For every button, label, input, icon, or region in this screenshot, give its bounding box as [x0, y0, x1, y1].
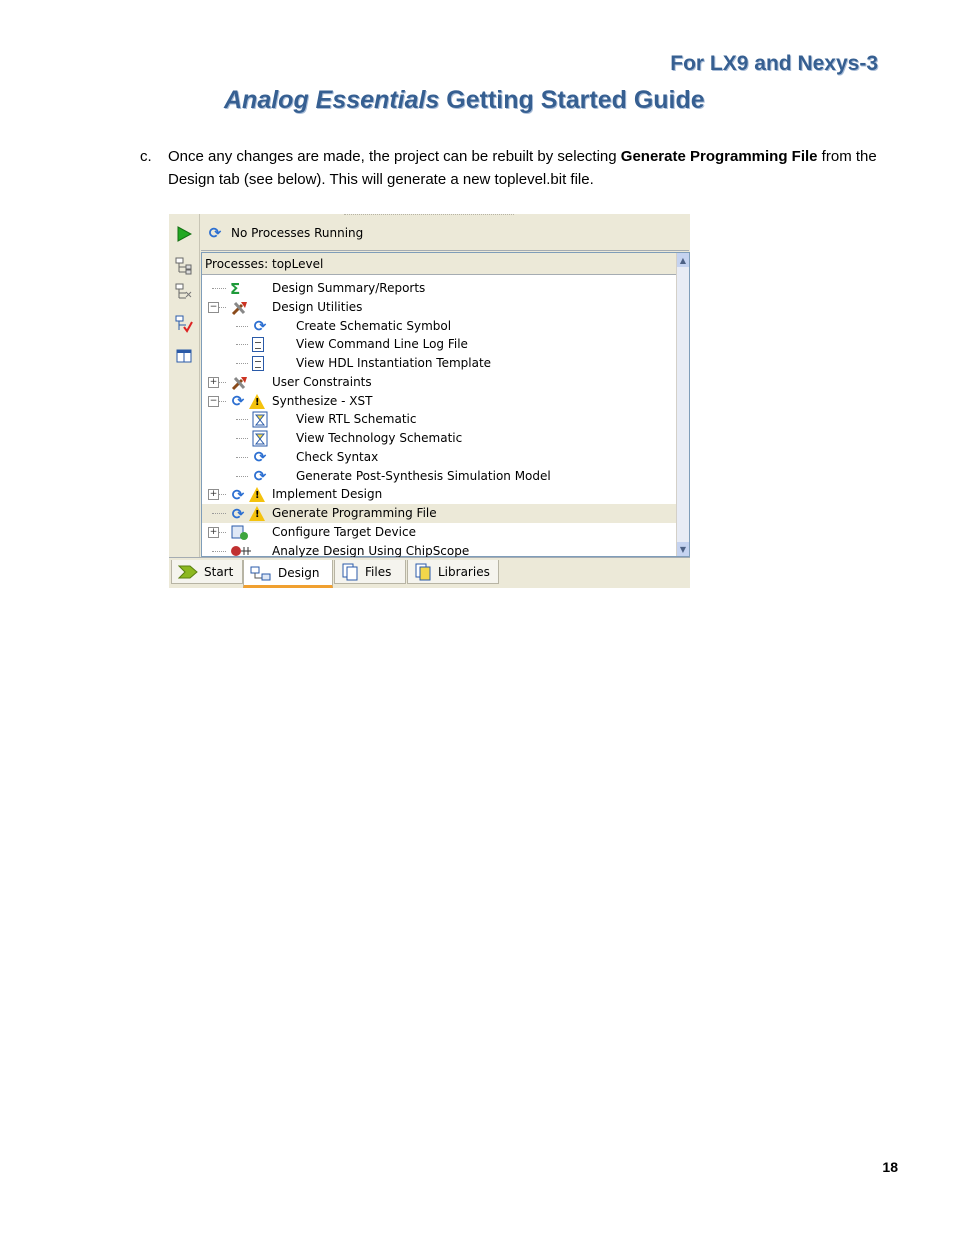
- refresh-icon: ⟳: [253, 448, 267, 467]
- refresh-icon: ⟳: [253, 467, 267, 485]
- files-icon: [341, 563, 359, 581]
- tab-label: Files: [365, 564, 392, 579]
- bottom-tab-bar: [169, 557, 690, 588]
- process-label: View Command Line Log File: [296, 337, 468, 352]
- tree-connector: [236, 363, 248, 364]
- left-toolbar: [169, 214, 200, 557]
- tab-label: Start: [204, 564, 234, 579]
- device-icon: [230, 524, 250, 541]
- title-italic: Analog Essentials: [224, 86, 440, 114]
- process-tree-item[interactable]: [202, 373, 678, 392]
- status-bar: [201, 216, 689, 251]
- page-number: 18: [882, 1159, 898, 1175]
- process-label: View RTL Schematic: [296, 412, 417, 427]
- step-label: c.: [140, 148, 152, 165]
- process-label: View Technology Schematic: [296, 431, 463, 445]
- tree-connector: [236, 457, 248, 458]
- process-label: Design Utilities: [272, 299, 363, 314]
- tree-connector: [236, 476, 248, 477]
- process-label: Design Summary/Reports: [272, 281, 426, 295]
- start-icon: [178, 564, 198, 580]
- process-tree-item[interactable]: [202, 392, 678, 411]
- process-label: Configure Target Device: [272, 524, 416, 539]
- tree-connector: [212, 551, 226, 552]
- step-bold: Generate Programming File: [620, 148, 818, 165]
- design-icon: [250, 565, 272, 581]
- process-label: Synthesize - XST: [272, 393, 373, 408]
- warning-icon: [249, 505, 265, 522]
- collapse-icon[interactable]: −: [209, 395, 218, 406]
- tools-icon: [230, 299, 250, 316]
- status-text: No Processes Running: [231, 226, 364, 240]
- libraries-icon: [414, 563, 432, 581]
- tab-label: Design: [278, 565, 320, 580]
- process-label: Generate Post-Synthesis Simulation Model: [296, 468, 551, 483]
- process-tree-item[interactable]: [202, 448, 678, 467]
- tab-design[interactable]: [243, 560, 333, 588]
- process-tree-item[interactable]: [202, 504, 678, 523]
- document-icon: [252, 336, 264, 353]
- process-tree-item[interactable]: [202, 335, 678, 354]
- process-tree-item[interactable]: [202, 410, 678, 429]
- refresh-icon: ⟳: [231, 485, 245, 504]
- tree-connector: [236, 419, 248, 420]
- refresh-icon: ⟳: [231, 392, 245, 410]
- processes-header: Processes: topLevel: [202, 253, 678, 275]
- sigma-icon: Σ: [230, 279, 241, 298]
- warning-icon: [249, 393, 265, 410]
- drag-handle[interactable]: [344, 214, 514, 215]
- process-tree-item[interactable]: [202, 429, 678, 448]
- scroll-up-icon[interactable]: ▲: [677, 253, 689, 267]
- step-text-after: from the Design tab (see below). This will generate a new toplevel.bit file.: [168, 148, 877, 188]
- refresh-icon: ⟳: [253, 317, 267, 335]
- process-tree-item[interactable]: [202, 485, 678, 504]
- title-rest: Getting Started Guide: [439, 86, 705, 114]
- page-title: [224, 86, 705, 115]
- process-label: Check Syntax: [296, 449, 379, 464]
- step-text-before: Once any changes are made, the project can be rebuilt by selecting: [168, 148, 621, 165]
- tree-connector: [236, 438, 248, 439]
- tools-icon: [230, 374, 250, 391]
- check-hierarchy-icon[interactable]: [174, 314, 194, 334]
- tab-files[interactable]: [334, 560, 406, 584]
- process-tree-item[interactable]: [202, 317, 678, 336]
- collapse-icon[interactable]: −: [209, 301, 218, 312]
- process-tree-item[interactable]: [202, 298, 678, 317]
- expand-icon[interactable]: +: [209, 526, 218, 537]
- process-label: Generate Programming File: [272, 506, 437, 520]
- instruction-step: [140, 145, 880, 191]
- processes-panel: [201, 252, 690, 557]
- warning-icon: [249, 486, 265, 503]
- tab-label: Libraries: [438, 564, 490, 579]
- hierarchy-icon[interactable]: [174, 256, 194, 276]
- expand-icon[interactable]: +: [209, 489, 218, 500]
- tree-connector: [212, 513, 226, 514]
- hierarchy-x-icon[interactable]: [174, 282, 194, 302]
- tree-connector: [212, 288, 226, 289]
- tab-start[interactable]: [171, 560, 243, 584]
- document-icon: [252, 355, 264, 372]
- process-tree-item[interactable]: [202, 467, 678, 486]
- expand-icon[interactable]: +: [209, 376, 218, 387]
- refresh-icon: ⟳: [208, 224, 222, 242]
- process-tree-item[interactable]: [202, 523, 678, 542]
- process-label: Create Schematic Symbol: [296, 318, 452, 333]
- tree-connector: [236, 326, 248, 327]
- header-subtitle: For LX9 and Nexys-3: [670, 52, 878, 75]
- scroll-down-icon[interactable]: ▼: [677, 542, 689, 556]
- schematic-icon: [252, 411, 268, 428]
- vertical-scrollbar[interactable]: [676, 253, 689, 556]
- window-icon[interactable]: [174, 346, 194, 366]
- process-label: Implement Design: [272, 487, 383, 502]
- process-tree-item[interactable]: [202, 279, 678, 298]
- tab-libraries[interactable]: [407, 560, 499, 584]
- ise-process-panel-screenshot: [169, 214, 690, 587]
- refresh-icon: ⟳: [231, 504, 245, 523]
- process-label: View HDL Instantiation Template: [296, 356, 492, 370]
- tree-connector: [236, 344, 248, 345]
- process-tree-item[interactable]: [202, 354, 678, 373]
- process-label: Analyze Design Using ChipScope: [272, 543, 470, 558]
- schematic-icon: [252, 430, 268, 447]
- process-label: User Constraints: [272, 374, 372, 389]
- run-icon[interactable]: [174, 224, 194, 244]
